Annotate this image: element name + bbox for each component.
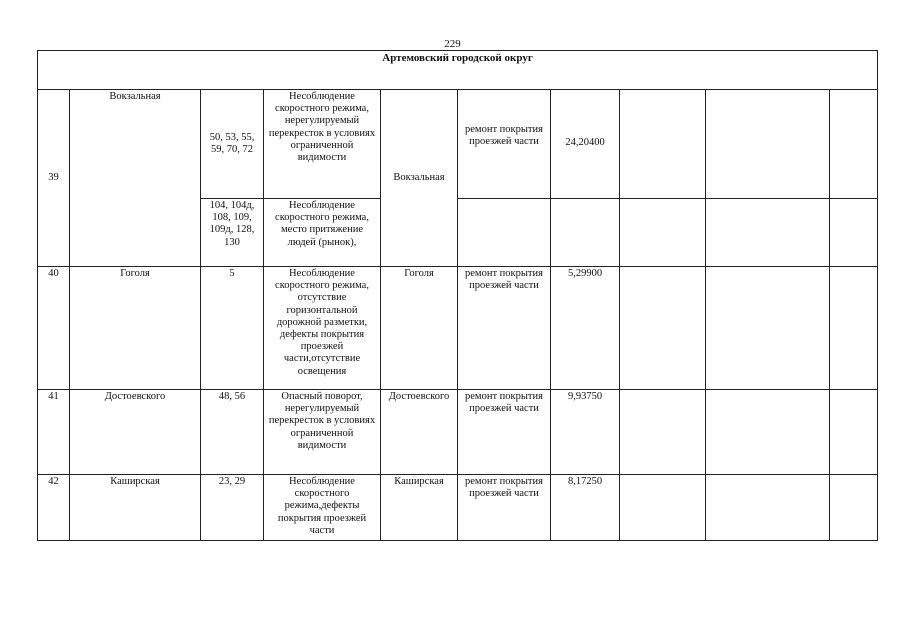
object-name: Достоевского [381,390,458,475]
cost-value: 9,93750 [551,390,620,475]
table-row [38,267,878,390]
page-number: 229 [444,38,461,50]
empty-cell [706,267,830,390]
house-numbers: 50, 53, 55, 59, 70, 72 [201,90,264,199]
road-works-table [37,50,878,541]
work-type: ремонт покрытия проезжей части [458,475,551,541]
object-name: Каширская [381,475,458,541]
row-number: 41 [38,390,70,475]
table-row [38,475,878,541]
empty-cell [830,267,878,390]
cost-value: 5,29900 [551,267,620,390]
work-type: ремонт покрытия проезжей части [458,267,551,390]
empty-cell [620,267,706,390]
empty-cell [706,390,830,475]
object-name: Вокзальная [381,90,458,267]
problem-description: Несоблюдение скоростного режима, место притяжение людей (рынок), [264,199,381,267]
table-row [38,90,878,199]
table-row [38,390,878,475]
work-type: ремонт покрытия проезжей части [458,390,551,475]
empty-cell [830,199,878,267]
empty-cell [830,90,878,199]
house-numbers: 23, 29 [201,475,264,541]
empty-cell [458,199,551,267]
empty-cell [620,199,706,267]
empty-cell [830,475,878,541]
row-number: 39 [38,90,70,267]
problem-description: Опасный поворот, нерегулируемый перекресток в условиях ограниченной видимости [264,390,381,475]
section-header-row [38,51,878,90]
street-name: Гоголя [70,267,201,390]
row-number: 40 [38,267,70,390]
problem-description: Несоблюдение скоростного режима, отсутствие горизонтальной дорожной разметки, дефекты покрытия проезжей части,отсутствие освещения [264,267,381,390]
empty-cell [551,199,620,267]
empty-cell [706,90,830,199]
row-number: 42 [38,475,70,541]
section-title: Артемовский городской округ [38,51,878,90]
cost-value: 24,20400 [551,90,620,199]
object-name: Гоголя [381,267,458,390]
house-numbers: 104, 104д, 108, 109, 109д, 128, 130 [201,199,264,267]
cost-value: 8,17250 [551,475,620,541]
work-type: ремонт покрытия проезжей части [458,90,551,199]
street-name: Достоевского [70,390,201,475]
empty-cell [706,475,830,541]
empty-cell [830,390,878,475]
house-numbers: 48, 56 [201,390,264,475]
problem-description: Несоблюдение скоростного режима,дефекты покрытия проезжей части [264,475,381,541]
problem-description: Несоблюдение скоростного режима, нерегулируемый перекресток в условиях ограниченной видимости [264,90,381,199]
empty-cell [620,90,706,199]
house-numbers: 5 [201,267,264,390]
empty-cell [620,390,706,475]
street-name: Вокзальная [70,90,201,267]
empty-cell [620,475,706,541]
empty-cell [706,199,830,267]
street-name: Каширская [70,475,201,541]
